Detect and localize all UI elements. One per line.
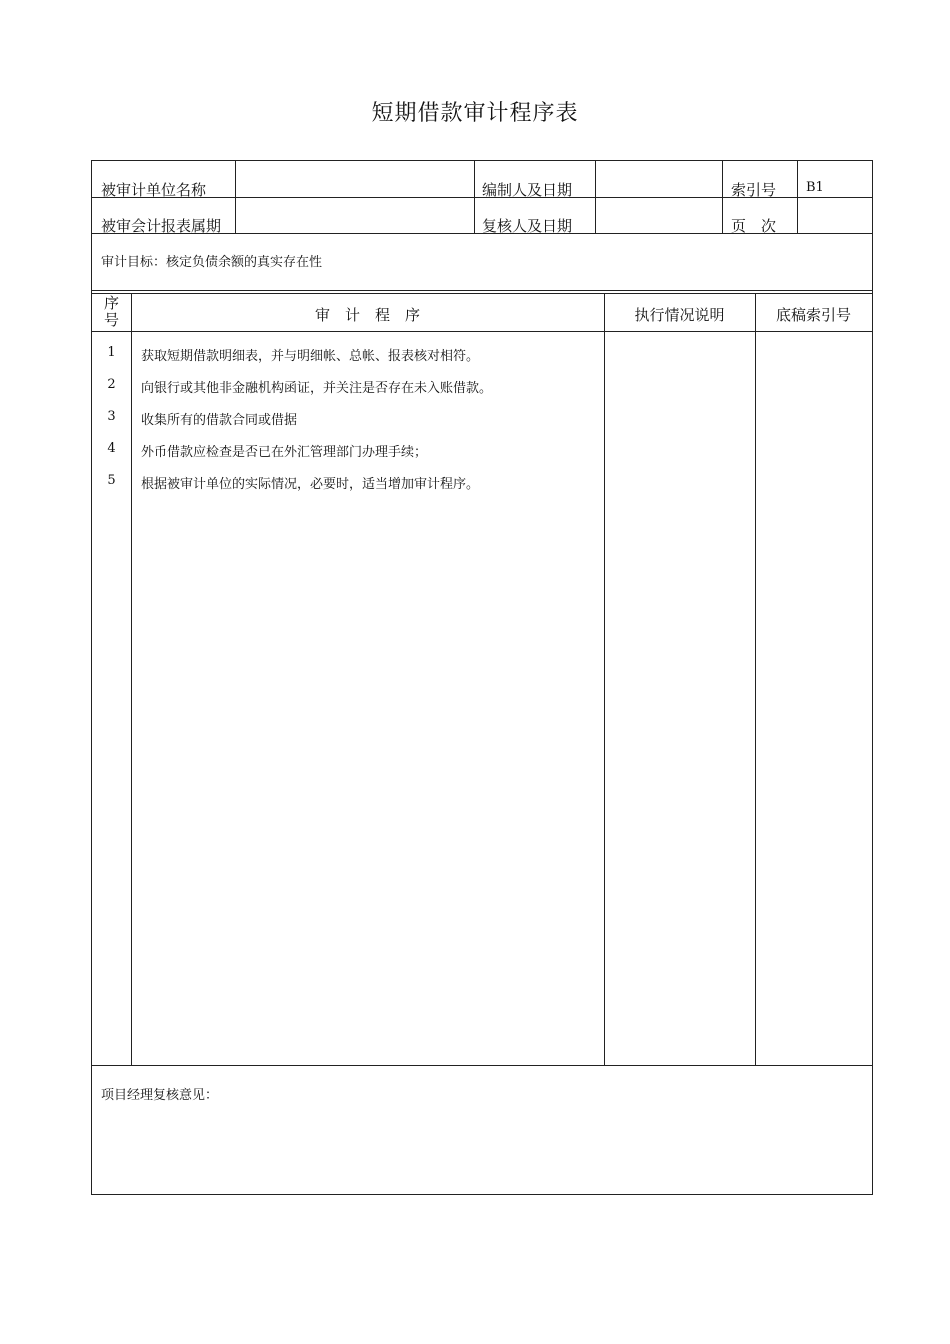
reviewer-label: 复核人及日期 (482, 217, 573, 235)
row-divider (92, 1065, 872, 1066)
page-label: 页 次 (731, 217, 777, 235)
col-header-ref: 底稿索引号 (775, 306, 851, 324)
step-number: 5 (107, 473, 116, 488)
col-divider (131, 293, 132, 1065)
step-number: 4 (107, 441, 116, 456)
col-header-execution: 执行情况说明 (634, 306, 725, 324)
col-divider (755, 293, 756, 1065)
audit-objective: 审计目标：核定负债余额的真实存在性 (101, 255, 323, 270)
col-divider (474, 161, 475, 233)
step-text: 外币借款应检查是否已在外汇管理部门办理手续； (141, 445, 428, 460)
col-divider (797, 161, 798, 233)
col-header-no-top: 序 (103, 294, 119, 312)
row-divider (92, 290, 872, 291)
index-value[interactable]: B1 (806, 180, 824, 195)
step-text: 收集所有的借款合同或借据 (141, 413, 298, 428)
unit-label: 被审计单位名称 (101, 181, 207, 199)
step-number: 2 (107, 377, 116, 392)
step-text: 根据被审计单位的实际情况，必要时，适当增加审计程序。 (141, 477, 480, 492)
col-divider (595, 161, 596, 233)
audit-form (91, 160, 873, 1195)
col-divider (722, 161, 723, 233)
index-label: 索引号 (731, 181, 777, 199)
page-title: 短期借款审计程序表 (371, 101, 579, 126)
col-header-no-bottom: 号 (103, 311, 119, 329)
step-text: 获取短期借款明细表，并与明细帐、总帐、报表核对相符。 (141, 349, 480, 364)
period-label: 被审会计报表属期 (101, 217, 222, 235)
col-header-no (92, 295, 131, 329)
col-divider (604, 293, 605, 1065)
step-number: 3 (107, 409, 116, 424)
step-text: 向银行或其他非金融机构函证，并关注是否存在未入账借款。 (141, 381, 493, 396)
review-opinion-label: 项目经理复核意见： (101, 1088, 219, 1103)
step-number: 1 (107, 345, 116, 360)
col-header-procedure: 审 计 程 序 (314, 306, 420, 324)
col-divider (235, 161, 236, 233)
preparer-label: 编制人及日期 (482, 181, 573, 199)
